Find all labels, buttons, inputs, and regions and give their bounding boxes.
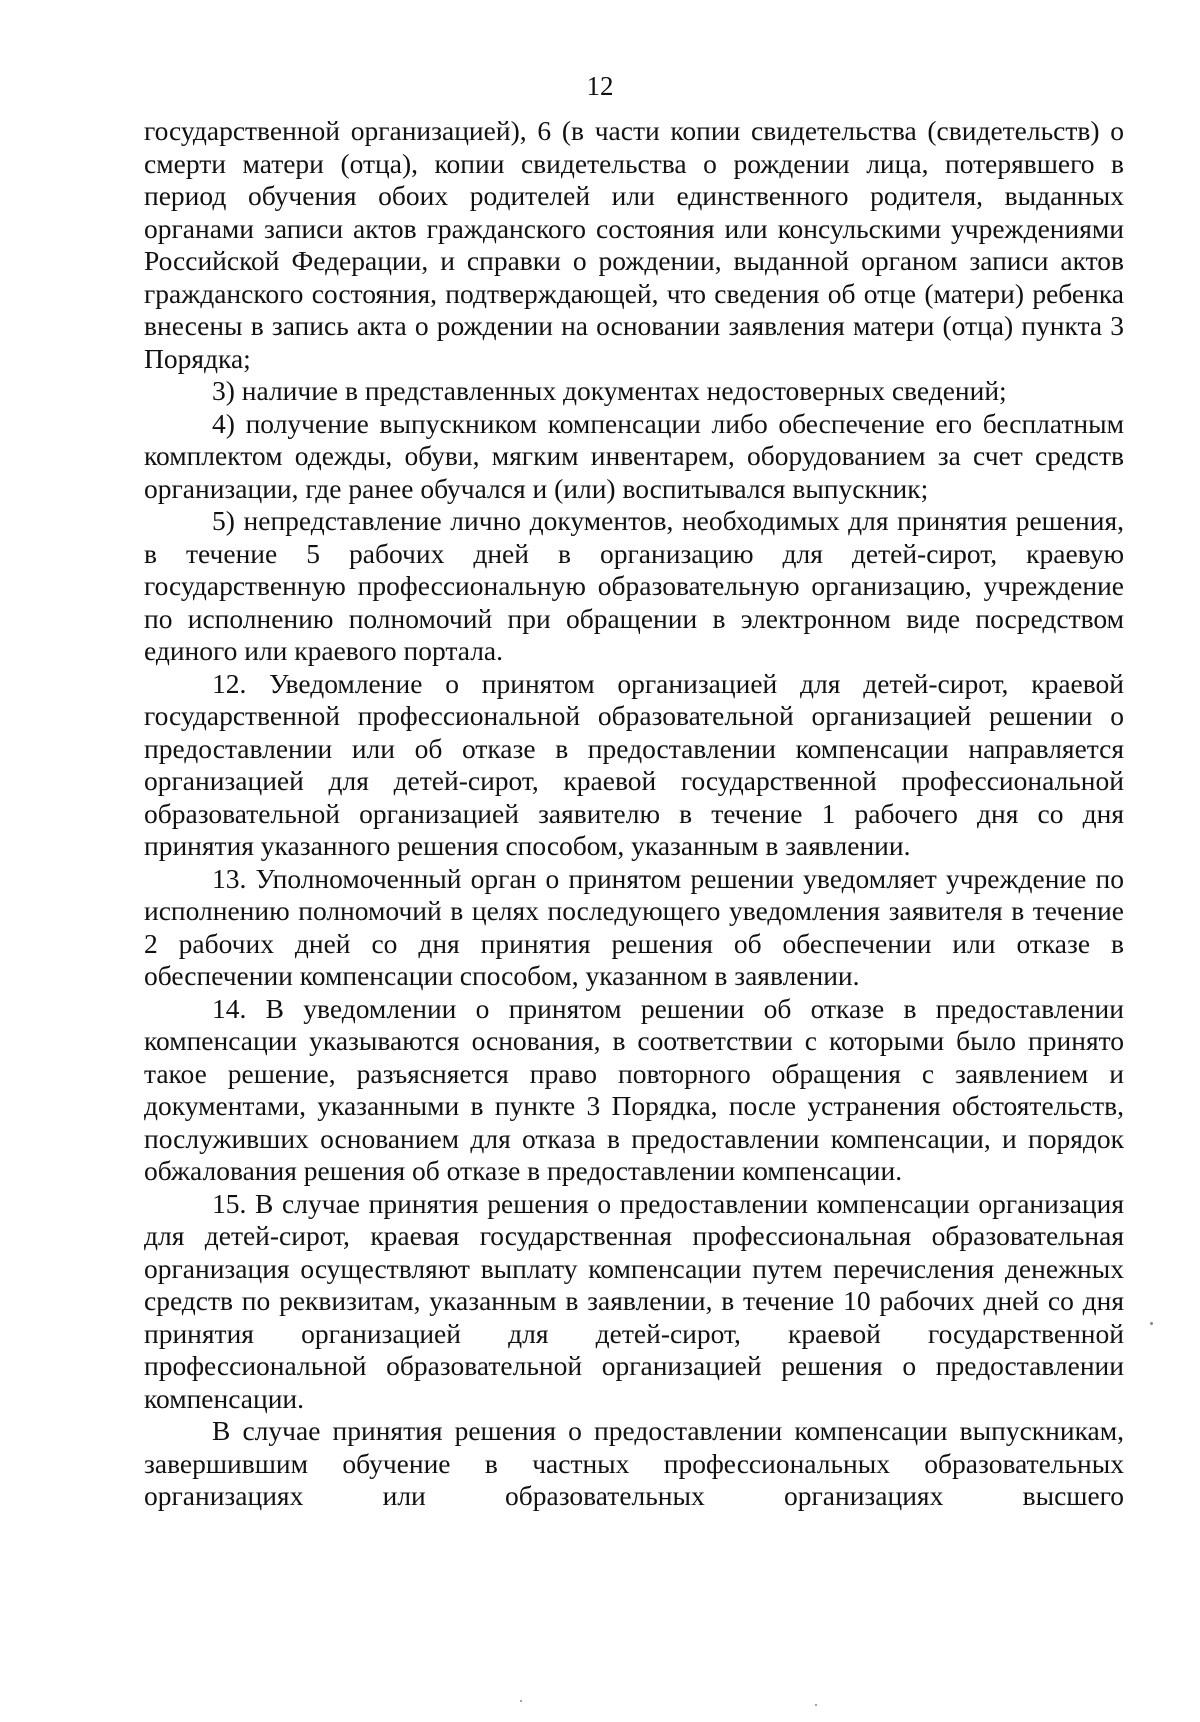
paragraph-clause-12: 12. Уведомление о принятом организацией для детей-сирот, краевой государственной профессиональной образовательной организацией решении о предоставлении или об отказе в предоставлении компенсации направляется организацией для детей-сирот, краевой государственной профессиональной образовательной организацией заявителю в течение 1 рабочего дня со дня принятия указанного решения способом, указанным в заявлении. [144, 667, 1124, 861]
paragraph-clause-13: 13. Уполномоченный орган о принятом решении уведомляет учреждение по исполнению полномочий в целях последующего уведомления заявителя в течение 2 рабочих дней со дня принятия решения об обеспечении или отказе в обеспечении компенсации способом, указанном в заявлении. [144, 862, 1124, 991]
scan-speck [1150, 1322, 1153, 1325]
paragraph-item-4: 4) получение выпускником компенсации либо обеспечение его бесплатным комплектом одежды, обуви, мягким инвентарем, оборудованием за счет средств организации, где ранее обучался и (или) воспитывался выпускник; [144, 407, 1124, 504]
paragraph-clause-15-continued: В случае принятия решения о предоставлении компенсации выпускникам, завершившим обучение в частных профессиональных образовательных организациях или образовательных организациях высшего [144, 1415, 1124, 1511]
paragraph-clause-15: 15. В случае принятия решения о предоставлении компенсации организация для детей-сирот, краевая государственная профессиональная образовательная организация осуществляют выплату компенсации путем перечисления денежных средств по реквизитам, указанным в заявлении, в течение 10 рабочих дней со дня принятия организацией для детей-сирот, краевой государственной профессиональной образовательной организацией решения о предоставлении компенсации. [144, 1187, 1124, 1414]
paragraph-item-3: 3) наличие в представленных документах недостоверных сведений; [212, 375, 1007, 406]
scan-speck [520, 1700, 522, 1702]
paragraph-clause-14: 14. В уведомлении о принятом решении об отказе в предоставлении компенсации указываются основания, в соответствии с которыми было принято такое решение, разъясняется право повторного обращения с заявлением и документами, указанными в пункте 3 Порядка, после устранения обстоятельств, послуживших основанием для отказа в предоставлении компенсации, и порядок обжалования решения об отказе в предоставлении компенсации. [144, 992, 1124, 1186]
paragraph-item-5: 5) непредставление лично документов, необходимых для принятия решения, в течение 5 рабочих дней в организацию для детей-сирот, краевую государственную профессиональную образовательную организацию, учреждение по исполнению полномочий при обращении в электронном виде посредством единого или краевого портала. [144, 505, 1124, 666]
paragraph-continuation: государственной организацией), 6 (в части копии свидетельства (свидетельств) о смерти матери (отца), копии свидетельства о рождении лица, потерявшего в период обучения обоих родителей или единственного родителя, выданных органами записи актов гражданского состояния или консульскими учреждениями Российской Федерации, и справки о рождении, выданной органом записи актов гражданского состояния, подтверждающей, что сведения об отце (матери) ребенка внесены в запись акта о рождении на основании заявления матери (отца) пункта 3 Порядка; [144, 115, 1124, 374]
scan-speck [815, 1704, 817, 1706]
page-number: 12 [586, 71, 614, 101]
document-body [144, 115, 1124, 1513]
